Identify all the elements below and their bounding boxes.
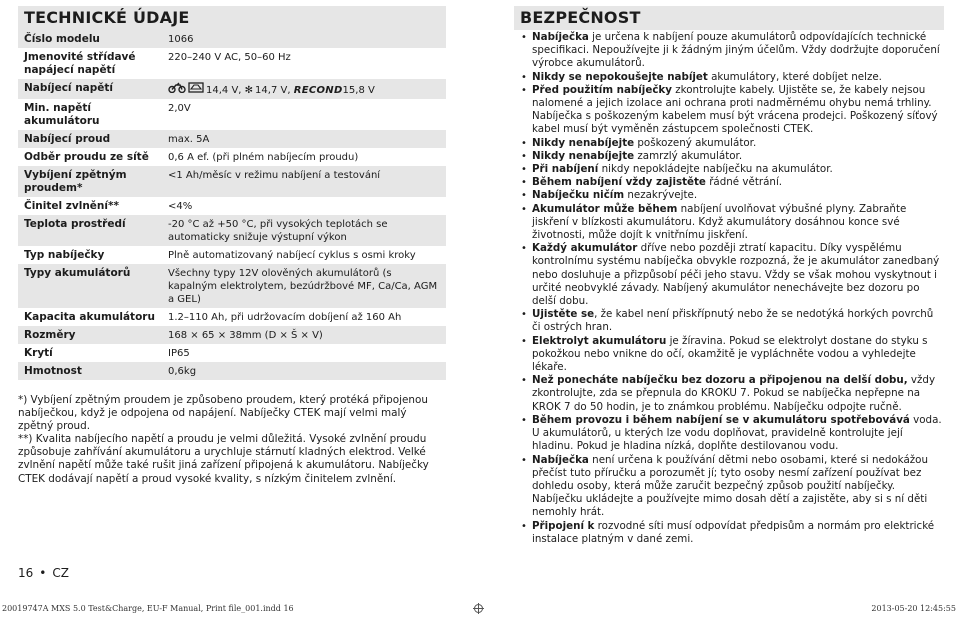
safety-item-text: nabíjení uvolňovat výbušné plyny. Zabraňte jiskření v blízkosti akumulátoru. Když akumulátory dosáhnou konce své životnosti, může dojít k vnitřnímu jiskření. [532,202,907,242]
car-icon [188,82,204,97]
safety-item [514,31,944,71]
spec-value: 0,6 A ef. (při plném nabíjecím proudu) [168,152,359,163]
safety-item-lead: Nikdy nenabíjejte [532,149,635,162]
spec-value: Všechny typy 12V olověných akumulátorů (s kapalným elektrolytem, bezúdržbové MF, Ca/Ca, AGM a GEL) [162,264,446,308]
spec-value: <1 Ah/měsíc v režimu nabíjení a testování [162,166,446,197]
spec-value: 168 × 65 × 38mm (D × Š × V) [162,326,446,344]
safety-list [514,31,944,546]
spec-row [18,79,446,99]
spec-value [162,79,446,99]
safety-item [514,176,944,189]
safety-item [514,84,944,137]
safety-item-text: voda. U akumulátorů, u kterých lze vodu doplňovat, pravidelně kontrolujte její hladinu. Pokud je hladina nízká, doplňte destilovanou vodu. [532,413,942,453]
safety-item-text: rozvodné síti musí odpovídat předpisům a normám pro elektrické instalace platným v dané zemi. [532,519,935,545]
safety-item-lead: Nabíječku ničím [532,189,625,202]
safety-section [514,6,944,546]
safety-item-text: řádné větrání. [705,176,783,189]
spec-label: Odběr proudu ze sítě [24,151,149,163]
bullet-icon: • [521,32,527,43]
safety-item [514,520,944,546]
spec-value: 0,6kg [162,362,446,380]
spec-value: Plně automatizovaný nabíjecí cyklus s osmi kroky [168,250,416,261]
spec-row [18,215,446,246]
spec-value: 220–240 V AC, 50–60 Hz [168,52,291,63]
spec-value: max. 5A [162,130,446,148]
spec-label: Vybíjení zpětným proudem* [18,166,162,197]
spec-label: Číslo modelu [18,30,162,48]
spec-row [18,326,446,344]
footnote: *) Vybíjení zpětným proudem je způsobeno proudem, který protéká připojenou nabíječkou, když je odpojena od napájení. Nabíječky CTEK mají velmi malý zpětný proud. [18,394,428,433]
safety-item-text: zamrzlý akumulátor. [634,149,743,162]
safety-item-lead: Během nabíjení vždy zajistěte [532,176,706,189]
language-code: CZ [52,566,69,580]
snowflake-icon: ✻ [244,85,254,96]
recond-label: RECOND [293,85,343,96]
safety-item [514,414,944,454]
bullet-icon: • [521,71,527,83]
safety-item-lead: Nabíječka [532,453,589,466]
safety-item [514,71,944,84]
safety-item [514,454,944,520]
bullet-icon: • [521,164,527,176]
spec-value: -20 °C až +50 °C, při vysokých teplotách se automaticky snižuje výstupní výkon [162,215,446,246]
safety-item [514,308,944,334]
spec-label: Rozměry [18,326,162,344]
spec-value: 2,0V [168,103,191,114]
bullet-icon: • [521,309,527,321]
bullet-icon: • [521,243,527,255]
safety-item [514,150,944,163]
bullet-icon: • [521,137,527,149]
safety-item-lead: Během provozu i během nabíjení se v akumulátoru spotřebovává [532,413,910,426]
spec-row [18,197,446,215]
spec-row [18,362,446,380]
safety-item [514,163,944,176]
spec-value: 1.2–110 Ah, při udržovacím dobíjení až 160 Ah [168,312,402,323]
safety-item-lead: Elektrolyt akumulátoru [532,334,667,347]
spec-label: Teplota prostředí [18,215,162,246]
safety-title: BEZPEČNOST [514,6,944,30]
voltage-recond: 15,8 V [342,85,375,96]
technical-data-section [18,6,446,486]
bullet-icon: • [521,203,527,215]
bullet-icon: • [521,190,527,202]
safety-item-lead: Před použitím nabíječky [532,83,672,96]
safety-item-lead: Každý akumulátor [532,242,638,255]
safety-item-text: , že kabel není přiskřípnutý nebo že se nedotýká horkých povrchů či ostrých hran. [532,308,934,334]
safety-item-text: dříve nebo později ztratí kapacitu. Díky vyspělému kontrolnímu systému nabíječka obvykle rozpozná, že je akumulátor zanedbaný nebo dosluhuje a přizpůsobí péči jeho stavu. Vždy se však mohou vyskytnout i určité neobvyklé závady. Nabíjený akumulátor nenechávejte bez dozoru po delší dobu. [532,242,940,308]
page-number: 16 [18,566,34,580]
safety-item [514,242,944,308]
safety-item-lead: Nikdy nenabíjejte [532,136,635,149]
spec-value: 1066 [162,30,446,48]
bullet-icon: • [521,414,527,426]
spec-row [18,246,446,264]
safety-item [514,335,944,375]
safety-item-lead: Nabíječka [532,31,589,43]
safety-item-lead: Než ponecháte nabíječku bez dozoru a připojenou na delší dobu, [532,374,908,387]
spec-value: <4% [168,201,193,212]
spec-row [18,30,446,48]
bullet-icon: • [521,150,527,162]
bullet-icon: • [39,566,47,580]
page-number-footer [18,566,69,580]
specs-table [18,30,446,380]
safety-item-text: je určena k nabíjení pouze akumulátorů odpovídajících technické specifikaci. Nepoužívejte ji k žádným jiným účelům. Vždy dodržujte doporučení výrobce akumulátorů. [532,31,940,70]
bullet-icon: • [521,520,527,532]
safety-item-text: nikdy nepokládejte nabíječku na akumulátor. [598,163,833,176]
safety-item [514,137,944,150]
motorcycle-icon [168,82,186,97]
spec-label: Typy akumulátorů [18,264,162,308]
spec-row [18,166,446,197]
spec-row [18,148,446,166]
spec-row [18,308,446,326]
bullet-icon: • [521,454,527,466]
voltage-cold: 14,7 V, [255,85,291,96]
bullet-icon: • [521,375,527,387]
safety-item-text: vždy zkontrolujte, zda se přepnula do KROKU 7. Pokud se nabíječka nepřepne na KROK 7 do 50 hodin, je to známkou problému. Nabíječku odpojte ručně. [532,374,936,413]
print-slug [0,602,960,617]
slug-file-info: 20019747A MXS 5.0 Test&Charge, EU-F Manual, Print file_001.indd 16 [2,604,294,613]
safety-item-lead: Připojení k [532,519,595,532]
safety-item-text: poškozený akumulátor. [634,136,757,149]
safety-item [514,374,944,414]
spec-label: Kapacita akumulátoru [24,311,155,323]
spec-label: Jmenovité střídavé napájecí napětí [24,51,136,76]
spec-label: Hmotnost [18,362,162,380]
spec-row [18,48,446,79]
footnote: **) Kvalita nabíjecího napětí a proudu je velmi důležitá. Vysoké zvlnění proudu způsobuje zahřívání akumulátoru a urychluje stárnutí kladných elektrod. Velké zvlnění napětí může také rušit jiná zařízení připojená k akumulátoru. Nabíječky CTEK dodávají napětí a proud vysoké kvality, s nízkým činitelem zvlnění. [18,433,429,485]
spec-row [18,344,446,362]
technical-data-title: TECHNICKÉ ÚDAJE [18,6,446,30]
bullet-icon: • [521,335,527,347]
safety-item-text: akumulátory, které dobíjet nelze. [707,70,882,83]
spec-label: Činitel zvlnění** [24,200,119,212]
safety-item-lead: Akumulátor může během [532,202,678,215]
spec-label: Min. napětí akumulátoru [24,102,100,127]
bullet-icon: • [521,177,527,189]
voltage-normal: 14,4 V, [206,85,242,96]
safety-item-text: zkontrolujte kabely. Ujistěte se, že kabely nejsou nalomené a jejich izolace ani ochrana proti nadměrnému ohybu nemá trhliny. Nabíječka s poškozeným kabelem musí být vrácena prodejci. Poškozený síťový kabel musí být vyměněn zástupcem společnosti CTEK. [532,83,938,136]
spec-value: IP65 [168,348,190,359]
safety-item-lead: Ujistěte se [532,308,595,321]
safety-item [514,203,944,243]
safety-item-text: není určena k používání dětmi nebo osobami, které si nedokážou přečíst tuto příručku a porozumět jí; tyto osoby nesmí zařízení používat bez dohledu osoby, která může zaručit bezpečný způsob použití nabíječky. Nabíječku ukládejte a používejte mimo dosah dětí a zajistěte, aby si s ní děti nemohly hrát. [532,453,929,519]
safety-item-lead: Při nabíjení [532,163,599,176]
safety-item-text: nezakrývejte. [624,189,698,202]
spec-label: Krytí [24,347,53,359]
spec-row [18,264,446,308]
footnotes [18,394,446,486]
slug-timestamp: 2013-05-20 12:45:55 [871,604,956,613]
registration-mark-icon [474,604,483,613]
safety-item-lead: Nikdy se nepokoušejte nabíjet [532,70,708,83]
spec-label: Typ nabíječky [24,249,105,261]
safety-item [514,189,944,202]
bullet-icon: • [521,84,527,96]
spec-label: Nabíjecí napětí [18,79,162,99]
spec-label: Nabíjecí proud [18,130,162,148]
spec-row [18,99,446,130]
spec-row [18,130,446,148]
safety-item-text: je žíravina. Pokud se elektrolyt dostane do styku s pokožkou nebo vnikne do očí, okamžitě je vypláchněte vodou a vyhledejte lékaře. [532,334,928,374]
